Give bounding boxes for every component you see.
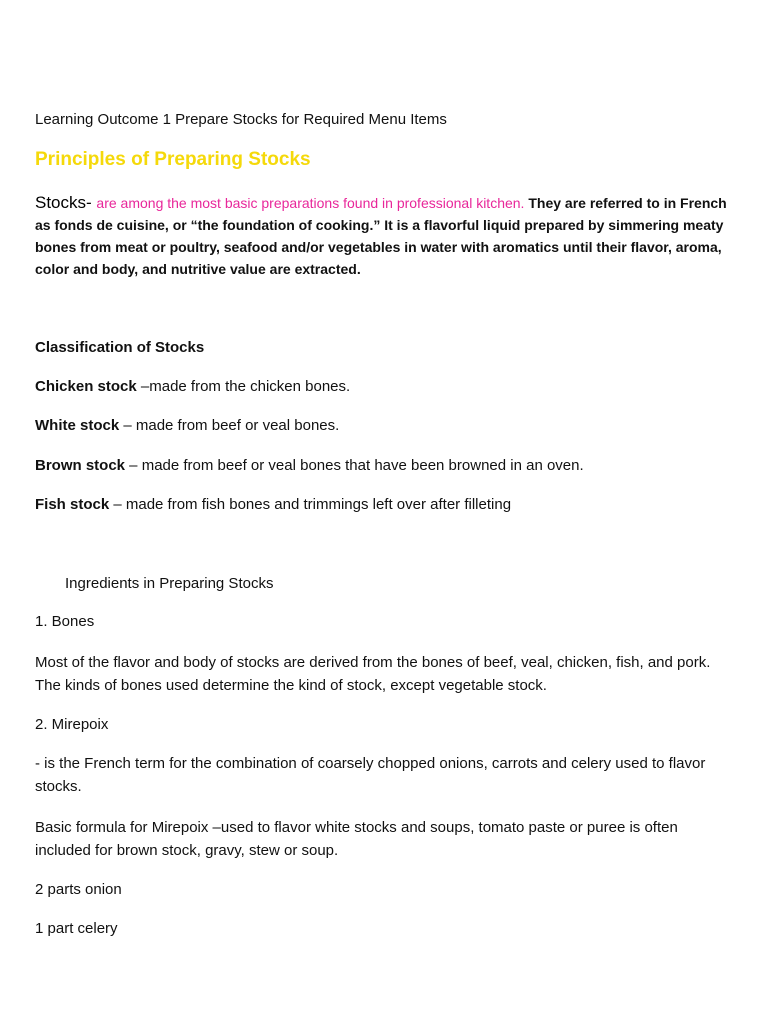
bones-title: 1. Bones <box>35 613 95 630</box>
bones-paragraph: Most of the flavor and body of stocks are derived from the bones of beef, veal, chicken, fish, and pork. The kinds of bones used determine the kind of stock, except vegetable stock. <box>35 654 711 694</box>
intro-term: Stocks <box>35 193 87 212</box>
classification-item <box>35 414 735 437</box>
classification-item-desc: – made from fish bones and trimmings left over after filleting <box>109 496 512 513</box>
intro-paragraph <box>35 192 735 280</box>
classification-item-desc: – made from beef or veal bones that have been browned in an oven. <box>125 457 584 474</box>
ingredients-heading: Ingredients in Preparing Stocks <box>65 575 274 592</box>
formula-part-onion: 2 parts onion <box>35 881 122 898</box>
intro-dash: - <box>86 193 97 212</box>
document-title: Learning Outcome 1 Prepare Stocks for Required Menu Items <box>35 111 447 128</box>
intro-highlight: are among the most basic preparations found in professional kitchen. <box>96 195 525 211</box>
mirepoix-title: 2. Mirepoix <box>35 716 109 733</box>
classification-item-name: Chicken stock <box>35 378 137 395</box>
classification-item-desc: –made from the chicken bones. <box>136 378 351 395</box>
intro-bold-text: They are referred to in French as fonds de cuisine, or “the foundation of cooking.” It is a flavorful liquid prepared by simmering meaty bones from meat or poultry, seafood and/or vegetables in water with aromatics until their flavor, aroma, color and body, and nutritive value are extracted. <box>35 195 727 277</box>
formula-part-celery: 1 part celery <box>35 920 118 937</box>
classification-item-name: White stock <box>35 417 120 434</box>
classification-item-desc: – made from beef or veal bones. <box>119 417 340 434</box>
classification-item-name: Fish stock <box>35 496 110 513</box>
classification-item <box>35 493 735 516</box>
classification-item <box>35 454 735 477</box>
classification-heading <box>35 336 735 359</box>
mirepoix-paragraph: - is the French term for the combination of coarsely chopped onions, carrots and celery used to flavor stocks. <box>35 755 706 795</box>
classification-heading-text: Classification of Stocks <box>35 339 205 356</box>
classification-item-name: Brown stock <box>35 457 126 474</box>
classification-item <box>35 375 735 398</box>
formula-paragraph: Basic formula for Mirepoix –used to flavor white stocks and soups, tomato paste or puree is often included for brown stock, gravy, stew or soup. <box>35 819 678 859</box>
section-heading: Principles of Preparing Stocks <box>35 149 311 170</box>
